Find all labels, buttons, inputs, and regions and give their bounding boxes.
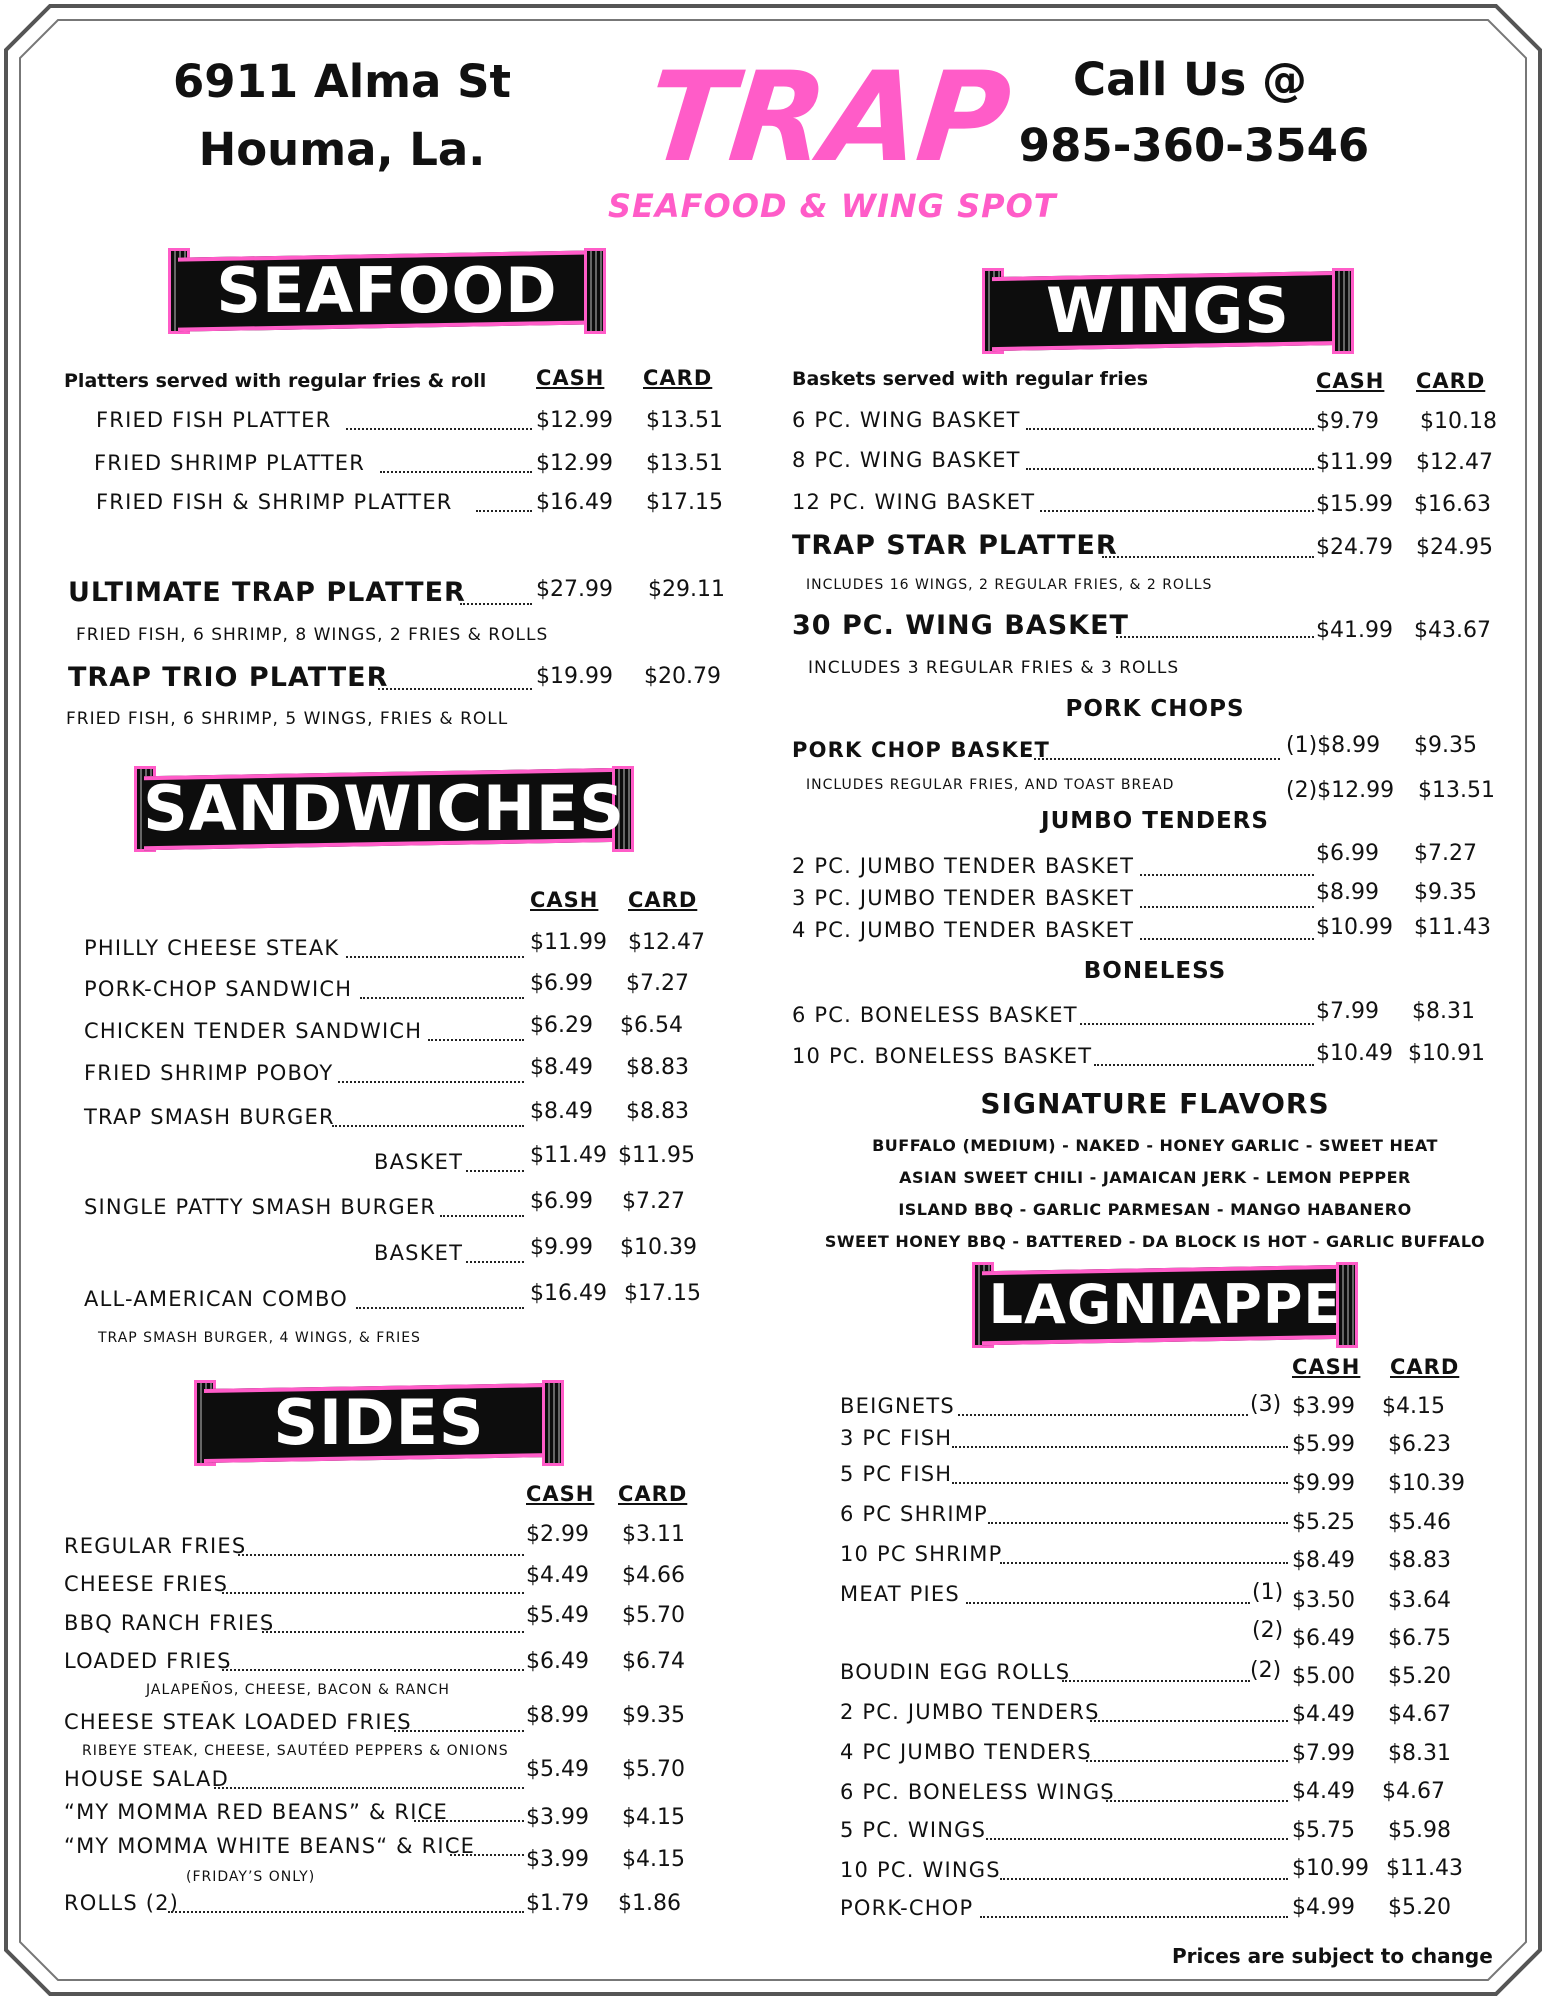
price-card: $6.54 <box>620 1013 683 1038</box>
price-cash: $5.75 <box>1292 1818 1355 1843</box>
menu-item-name: ULTIMATE TRAP PLATTER <box>68 577 466 608</box>
wings-card-header: CARD <box>1416 369 1486 393</box>
price-cash: $9.99 <box>530 1235 593 1260</box>
menu-item-name: PHILLY CHEESE STEAK <box>84 936 340 960</box>
menu-item-name: 2 PC. JUMBO TENDERS <box>840 1700 1100 1724</box>
price-cash: $6.99 <box>530 971 593 996</box>
price-cash: $10.99 <box>1292 1856 1369 1881</box>
price-card: $8.83 <box>626 1099 689 1124</box>
sides-card-header: CARD <box>618 1482 688 1506</box>
menu-item-name: SINGLE PATTY SMASH BURGER <box>84 1195 437 1219</box>
price-card: $6.75 <box>1388 1626 1451 1651</box>
price-cash: $3.99 <box>526 1847 589 1872</box>
lagniappe-cash-header: CASH <box>1292 1355 1361 1379</box>
price-card: $4.66 <box>622 1563 685 1588</box>
item-qty: (1) <box>1252 1580 1284 1605</box>
price-card: $11.43 <box>1414 915 1491 940</box>
price-card: $6.23 <box>1388 1432 1451 1457</box>
price-cash: $4.49 <box>1292 1779 1355 1804</box>
price-card: $4.15 <box>1382 1394 1445 1419</box>
menu-item-name: FRIED SHRIMP POBOY <box>84 1061 334 1085</box>
menu-item-name: REGULAR FRIES <box>64 1534 247 1558</box>
price-card: $8.83 <box>626 1055 689 1080</box>
price-cash: $19.99 <box>536 664 613 689</box>
lagniappe-card-header: CARD <box>1390 1355 1460 1379</box>
price-cash: $4.49 <box>1292 1702 1355 1727</box>
menu-item-name: 5 PC FISH <box>840 1462 953 1486</box>
price-card: $4.67 <box>1388 1702 1451 1727</box>
price-cash: $6.49 <box>526 1649 589 1674</box>
menu-item-name: TRAP SMASH BURGER <box>84 1105 335 1129</box>
tagline: SEAFOOD & WING SPOT <box>608 187 1057 225</box>
item-qty: (2) <box>1252 1618 1284 1643</box>
seafood-title: SEAFOOD <box>216 254 558 327</box>
price-card: $4.15 <box>622 1847 685 1872</box>
wings-note: Baskets served with regular fries <box>792 368 1149 390</box>
price-card: $12.47 <box>628 930 705 955</box>
price-cash: $5.49 <box>526 1603 589 1628</box>
price-card: $17.15 <box>646 490 723 515</box>
menu-item-name: 12 PC. WING BASKET <box>792 490 1036 514</box>
menu-item-name: 4 PC JUMBO TENDERS <box>840 1740 1092 1764</box>
menu-item-name: CHEESE STEAK LOADED FRIES <box>64 1710 412 1734</box>
menu-item-name: FRIED SHRIMP PLATTER <box>94 451 366 475</box>
menu-item-name: TRAP TRIO PLATTER <box>68 662 389 693</box>
price-card: $10.91 <box>1408 1041 1485 1066</box>
menu-item-name: FRIED FISH PLATTER <box>96 408 332 432</box>
price-cash: (2)$12.99 <box>1286 778 1395 803</box>
price-cash: $5.25 <box>1292 1510 1355 1535</box>
price-cash: $12.99 <box>536 408 613 433</box>
price-cash: $5.99 <box>1292 1432 1355 1457</box>
price-card: $24.95 <box>1416 535 1493 560</box>
item-description: (FRIDAY’S ONLY) <box>186 1869 316 1885</box>
menu-item-name: 10 PC SHRIMP <box>840 1542 1003 1566</box>
price-card: $9.35 <box>1414 880 1477 905</box>
item-qty: (3) <box>1250 1392 1282 1417</box>
price-card: $3.11 <box>622 1522 685 1547</box>
menu-item-name: 3 PC. JUMBO TENDER BASKET <box>792 886 1135 910</box>
item-description: RIBEYE STEAK, CHEESE, SAUTÉED PEPPERS & ONIONS <box>82 1743 509 1759</box>
price-cash: (1)$8.99 <box>1286 733 1381 758</box>
price-card: $11.95 <box>618 1143 695 1168</box>
price-card: $5.20 <box>1388 1664 1451 1689</box>
sides-title: SIDES <box>273 1386 485 1459</box>
wings-banner <box>982 268 1354 354</box>
price-cash: $8.99 <box>526 1703 589 1728</box>
price-card: $4.15 <box>622 1805 685 1830</box>
address-line2: Houma, La. <box>198 123 486 176</box>
menu-item-name: 4 PC. JUMBO TENDER BASKET <box>792 918 1135 942</box>
menu-item-name: MEAT PIES <box>840 1582 960 1606</box>
menu-item-name: CHEESE FRIES <box>64 1572 229 1596</box>
menu-item-name: 5 PC. WINGS <box>840 1818 987 1842</box>
price-cash: $3.99 <box>526 1805 589 1830</box>
price-cash: $8.49 <box>1292 1548 1355 1573</box>
price-cash: $16.49 <box>530 1281 607 1306</box>
sandwiches-card-header: CARD <box>628 888 698 912</box>
price-card: $7.27 <box>622 1189 685 1214</box>
price-card: $43.67 <box>1414 618 1491 643</box>
lagniappe-title: LAGNIAPPE <box>988 1273 1342 1336</box>
price-card: $10.39 <box>620 1235 697 1260</box>
logo: TRAP <box>640 46 1015 190</box>
flavor-line: BUFFALO (MEDIUM) - NAKED - HONEY GARLIC - SWEET HEAT <box>872 1136 1438 1155</box>
price-cash: $2.99 <box>526 1522 589 1547</box>
price-cash: $10.99 <box>1316 915 1393 940</box>
price-cash: $10.49 <box>1316 1041 1393 1066</box>
item-qty: (2) <box>1250 1658 1282 1683</box>
price-card: $7.27 <box>1414 841 1477 866</box>
price-cash: $15.99 <box>1316 492 1393 517</box>
price-cash: $9.99 <box>1292 1471 1355 1496</box>
price-cash: $24.79 <box>1316 535 1393 560</box>
price-disclaimer: Prices are subject to change <box>1172 1944 1493 1968</box>
sides-cash-header: CASH <box>526 1482 595 1506</box>
price-card: $9.35 <box>622 1703 685 1728</box>
item-description: JALAPEÑOS, CHEESE, BACON & RANCH <box>146 1682 450 1698</box>
price-cash: $11.99 <box>1316 450 1393 475</box>
price-card: $10.18 <box>1420 409 1497 434</box>
price-card: $17.15 <box>624 1281 701 1306</box>
price-card: $1.86 <box>618 1891 681 1916</box>
seafood-cash-header: CASH <box>536 366 605 390</box>
seafood-note: Platters served with regular fries & roll <box>64 370 487 392</box>
menu-item-name: ALL-AMERICAN COMBO <box>84 1287 348 1311</box>
menu-item-name: ROLLS (2) <box>64 1891 180 1915</box>
price-card: $8.31 <box>1412 999 1475 1024</box>
price-cash: $3.99 <box>1292 1394 1355 1419</box>
price-card: $6.74 <box>622 1649 685 1674</box>
menu-item-name: BOUDIN EGG ROLLS <box>840 1660 1071 1684</box>
menu-item-name: PORK-CHOP SANDWICH <box>84 977 353 1001</box>
price-cash: $12.99 <box>536 451 613 476</box>
price-cash: $4.49 <box>526 1563 589 1588</box>
pork-chops-heading: PORK CHOPS <box>1065 696 1245 722</box>
sandwiches-banner <box>134 766 634 852</box>
menu-item-name: TRAP STAR PLATTER <box>792 530 1118 561</box>
menu-item-name: 6 PC. WING BASKET <box>792 408 1021 432</box>
price-cash: $7.99 <box>1292 1741 1355 1766</box>
menu-item-name: “MY MOMMA WHITE BEANS“ & RICE <box>64 1834 476 1858</box>
item-description: TRAP SMASH BURGER, 4 WINGS, & FRIES <box>98 1330 421 1346</box>
jumbo-tenders-heading: JUMBO TENDERS <box>1041 808 1269 834</box>
price-card: $29.11 <box>648 577 725 602</box>
sides-banner <box>194 1380 564 1466</box>
call-label: Call Us @ <box>1073 53 1307 106</box>
price-cash: $3.50 <box>1292 1588 1355 1613</box>
price-cash: $27.99 <box>536 577 613 602</box>
price-card: $13.51 <box>1418 778 1495 803</box>
price-cash: $41.99 <box>1316 618 1393 643</box>
boneless-heading: BONELESS <box>1083 958 1227 984</box>
price-card: $5.98 <box>1388 1818 1451 1843</box>
price-card: $9.35 <box>1414 733 1477 758</box>
price-card: $13.51 <box>646 408 723 433</box>
price-cash: $16.49 <box>536 490 613 515</box>
menu-item-name: 2 PC. JUMBO TENDER BASKET <box>792 854 1135 878</box>
price-cash: $8.99 <box>1316 880 1379 905</box>
menu-item-name: 10 PC. BONELESS BASKET <box>792 1044 1093 1068</box>
item-description: FRIED FISH, 6 SHRIMP, 5 WINGS, FRIES & ROLL <box>66 709 509 729</box>
price-card: $4.67 <box>1382 1779 1445 1804</box>
wings-title: WINGS <box>1046 274 1290 347</box>
price-card: $7.27 <box>626 971 689 996</box>
menu-item-name: “MY MOMMA RED BEANS” & RICE <box>64 1800 448 1824</box>
menu-item-name: PORK-CHOP <box>840 1896 974 1920</box>
menu-item-name: BEIGNETS <box>840 1394 955 1418</box>
menu-item-name: BASKET <box>374 1150 464 1174</box>
item-description: INCLUDES 3 REGULAR FRIES & 3 ROLLS <box>808 658 1180 678</box>
price-card: $3.64 <box>1388 1588 1451 1613</box>
price-card: $8.83 <box>1388 1548 1451 1573</box>
menu-item-name: FRIED FISH & SHRIMP PLATTER <box>96 490 453 514</box>
price-cash: $1.79 <box>526 1891 589 1916</box>
flavor-line: SWEET HONEY BBQ - BATTERED - DA BLOCK IS HOT - GARLIC BUFFALO <box>824 1232 1486 1251</box>
price-card: $13.51 <box>646 451 723 476</box>
menu-item-name: HOUSE SALAD <box>64 1767 229 1791</box>
price-card: $5.20 <box>1388 1895 1451 1920</box>
sandwiches-cash-header: CASH <box>530 888 599 912</box>
wings-cash-header: CASH <box>1316 369 1385 393</box>
menu-item-name: CHICKEN TENDER SANDWICH <box>84 1019 423 1043</box>
price-card: $5.70 <box>622 1757 685 1782</box>
price-cash: $4.99 <box>1292 1895 1355 1920</box>
price-card: $11.43 <box>1386 1856 1463 1881</box>
sandwiches-title: SANDWICHES <box>143 772 625 845</box>
price-card: $12.47 <box>1416 450 1493 475</box>
lagniappe-banner <box>972 1262 1358 1348</box>
price-card: $5.70 <box>622 1603 685 1628</box>
menu-item-name: 6 PC. BONELESS BASKET <box>792 1003 1078 1027</box>
flavor-line: ISLAND BBQ - GARLIC PARMESAN - MANGO HABANERO <box>898 1200 1412 1219</box>
price-cash: $5.49 <box>526 1757 589 1782</box>
menu-item-name: LOADED FRIES <box>64 1649 232 1673</box>
item-description: INCLUDES REGULAR FRIES, AND TOAST BREAD <box>806 777 1175 793</box>
menu-item-name: BASKET <box>374 1241 464 1265</box>
item-description: INCLUDES 16 WINGS, 2 REGULAR FRIES, & 2 ROLLS <box>806 577 1213 593</box>
signature-flavors-heading: SIGNATURE FLAVORS <box>980 1087 1330 1120</box>
price-card: $8.31 <box>1388 1741 1451 1766</box>
price-cash: $6.99 <box>1316 841 1379 866</box>
seafood-card-header: CARD <box>643 366 713 390</box>
price-cash: $9.79 <box>1316 409 1379 434</box>
flavor-line: ASIAN SWEET CHILI - JAMAICAN JERK - LEMON PEPPER <box>899 1168 1411 1187</box>
phone-number: 985-360-3546 <box>1018 119 1370 172</box>
price-card: $10.39 <box>1388 1471 1465 1496</box>
price-cash: $11.99 <box>530 930 607 955</box>
price-cash: $8.49 <box>530 1099 593 1124</box>
price-cash: $11.49 <box>530 1143 607 1168</box>
seafood-banner <box>168 248 606 334</box>
menu-item-name: 10 PC. WINGS <box>840 1858 1001 1882</box>
price-cash: $5.00 <box>1292 1664 1355 1689</box>
menu-item-name: BBQ RANCH FRIES <box>64 1611 275 1635</box>
menu-item-name: PORK CHOP BASKET <box>792 738 1051 762</box>
address-line1: 6911 Alma St <box>172 55 511 108</box>
price-cash: $7.99 <box>1316 999 1379 1024</box>
menu-item-name: 30 PC. WING BASKET <box>792 610 1129 641</box>
price-card: $20.79 <box>644 664 721 689</box>
item-description: FRIED FISH, 6 SHRIMP, 8 WINGS, 2 FRIES & ROLLS <box>76 625 549 645</box>
price-card: $16.63 <box>1414 492 1491 517</box>
price-cash: $6.49 <box>1292 1626 1355 1651</box>
menu-item-name: 6 PC SHRIMP <box>840 1502 988 1526</box>
price-card: $5.46 <box>1388 1510 1451 1535</box>
menu-item-name: 6 PC. BONELESS WINGS <box>840 1780 1115 1804</box>
price-cash: $8.49 <box>530 1055 593 1080</box>
price-cash: $6.99 <box>530 1189 593 1214</box>
menu-item-name: 8 PC. WING BASKET <box>792 448 1021 472</box>
menu-item-name: 3 PC FISH <box>840 1426 953 1450</box>
price-cash: $6.29 <box>530 1013 593 1038</box>
